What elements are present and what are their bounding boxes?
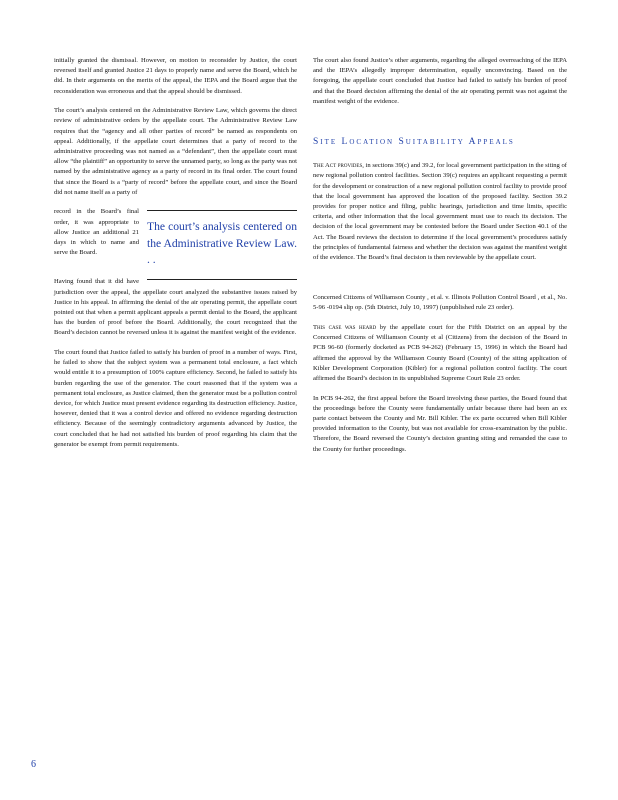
paragraph: The court also found Justice’s other arguments, regarding the alleged overreaching of the IEPA and the IEPA’s allegedly improper determination, equally unconvincing. Based on the foregoing, the appellate court concluded that Justice had failed to satisfy his burden of proof and that the Board decision affirming the denial of the air operating permit was not against the manifest weight of the evidence. [313, 57, 567, 105]
case-citation: Concerned Citizens of Williamson County , et al. v. Illinois Pollution Control Board , et al., No. 5-96 -0194 slip op. (5th District, July 10, 1997) (unpublished rule 23 order). [313, 294, 567, 312]
page-number: 6 [31, 759, 36, 770]
paragraph: In PCB 94-262, the first appeal before the Board involving these parties, the Board found that the proceedings before the County were fundamentally unfair because there had been an ex parte contact between the County and Mr. Bill Kibler. The ex parte occurred when Bill Kibler provided information to the County, but was not available for cross-examination by the public. Therefore, the Board reversed the County’s decision granting siting and remanded the case to the County for further proceedings. [313, 394, 567, 453]
paragraph: initially granted the dismissal. However, on motion to reconsider by Justice, the court reversed itself and granted Justice 21 days to properly name and serve the Board, which he did. In their arguments on the merits of the appeal, the IEPA and the Board argue that the reconsideration was erroneous and that the appeal should be dismissed. [54, 57, 297, 95]
left-column [54, 56, 297, 459]
paragraph-text: , in sections 39(c) and 39.2, for local government participation in the siting of new regional pollution control facilities. Section 39(c) requires an applicant requesting a permit for the development or construction of a new regional pollution control facility to provide proof that the local government has approved the location of the proposed facility. Section 39.2 provides for proper notice and filing, public hearings, jurisdiction and time limits, specific criteria, and other information that the local government must use to reach its decision. The decision of the local government may be contested before the Board under Section 40.1 of the Act. The Board reviews the decision to determine if the local government’s procedures satisfy the principles of fundamental fairness and whether the decision was against the manifest weight of the evidence. The Board’s final decision is then reviewable by the appellate court. [313, 162, 567, 262]
paragraph: Having found that it did have jurisdiction over the appeal, the appellate court analyzed the substantive issues raised by Justice in his appeal. In affirming the denial of the air operating permit, the appellate court pointed out that when a permit applicant appeals a permit denial to the Board, the applicant has the burden of proof before the Board. Additionally, the court recognized that the Board’s decision cannot be reversed unless it is against the manifest weight of the evidence. [54, 278, 297, 337]
run-in-lead: The Act provides [313, 162, 363, 170]
paragraph: The court found that Justice failed to satisfy his burden of proof in a number of ways. First, he failed to show that the subject system was a permanent total enclosure, a fact which would entitle it to a presumption of 100% capture efficiency. Second, he failed to satisfy his burden regarding the use of the generator. The court reasoned that if the system was a permanent total enclosure, as Justice claimed, then the generator must be a pollution control device, for which Justice must present evidence regarding its destruction efficiency. Justice, however, denied that it was a control device and offered no evidence regarding destruction efficiency. Because of the seemingly contradictory arguments advanced by Justice, the court concluded that he had not satisfied his burden of proof regarding his claim that the generator be exempt from permit requirements. [54, 349, 297, 448]
paragraph: record in the Board’s final order, it was appropriate to allow Justice an additional 21 days in which to name and serve the Board. [54, 208, 139, 257]
paragraph-with-pullquote [54, 106, 297, 198]
paragraph [313, 161, 567, 263]
paragraph-text: The court’s analysis centered on the Administrative Review Law, which governs the direct review of administrative orders by the appellate court. The Administrative Review Law requires that the “agency and all other parties of record” be named as respondents on appeal. Additionally, if the appellate court determines that a party of record to the administrative proceeding was not named as a “defendant”, then the appellate court must allow “the plaintiff” an opportunity to serve the unnamed party, so long as the party was not named by the administrative agency as a party of record in its final order. The court found that since the Board is a “party of record” before the appellate court, and since the Board did not name itself as a party of [54, 107, 297, 196]
section-heading: Site Location Suitability Appeals [313, 137, 515, 148]
run-in-lead: This case was heard [313, 324, 377, 332]
paragraph-text: by the appellate court for the Fifth District on an appeal by the Concerned Citizens of Williamson County et al (Citizens) from the decision of the Board in PCB 96-60 (formerly docketed as PCB 94-262) (February 15, 1996) in which the Board had affirmed the approval by the Williamson County Board (County) of the siting application of Kibler Development Corporation (Kibler) for a regional pollution control facility. The court affirmed the Board’s decision in its unpublished Supreme Court Rule 23 order. [313, 324, 568, 383]
right-column [313, 56, 567, 464]
paragraph [313, 323, 567, 384]
pull-quote: The court’s analysis centered on the Administrative Review Law. . . [147, 210, 297, 280]
